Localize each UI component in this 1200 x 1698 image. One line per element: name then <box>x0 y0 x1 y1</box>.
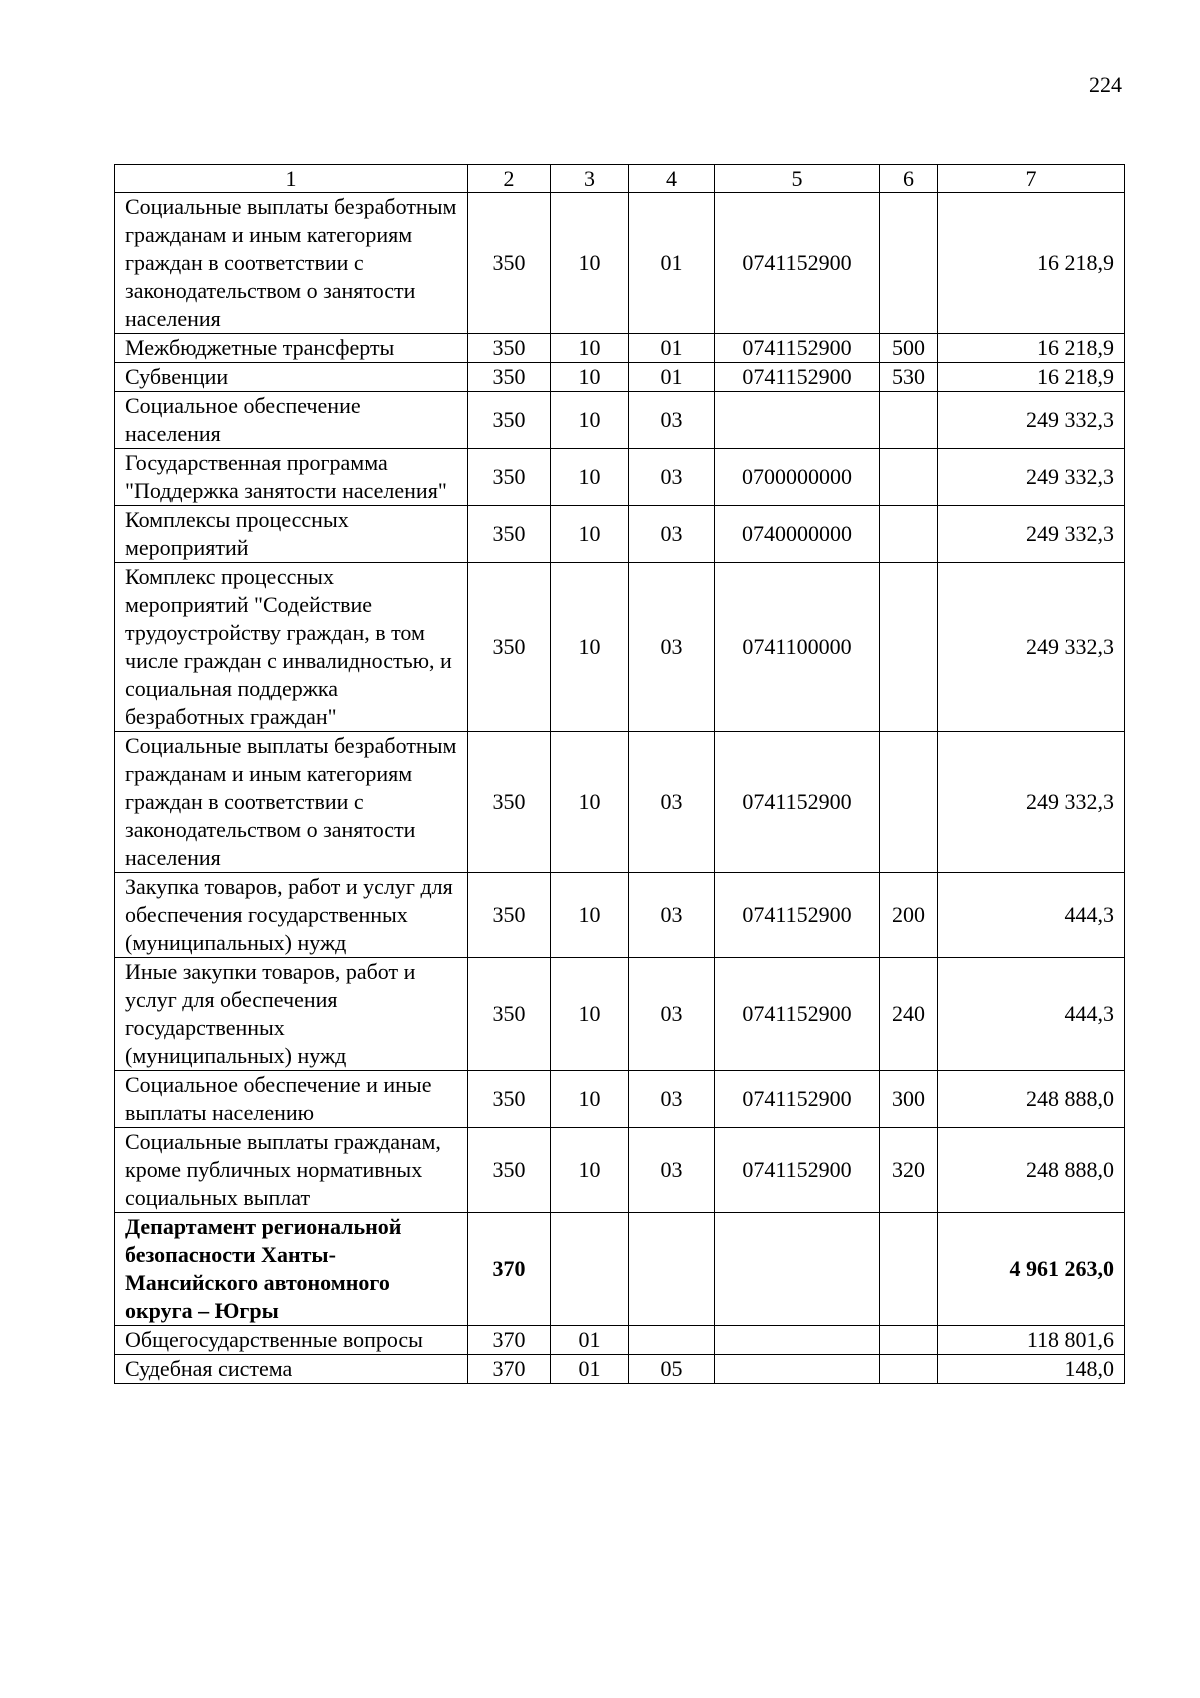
row-col2-cell: 350 <box>468 334 551 363</box>
table-row <box>115 449 1125 506</box>
row-col3-cell: 10 <box>551 873 629 958</box>
row-col5-cell: 0741152900 <box>715 1128 880 1213</box>
row-col5-cell: 0740000000 <box>715 506 880 563</box>
table-row <box>115 958 1125 1071</box>
row-name-cell: Социальные выплаты безработным гражданам и иным категориям граждан в соответствии с законодательством о занятости населения <box>115 193 468 334</box>
row-col6-cell <box>880 506 938 563</box>
row-col6-cell <box>880 563 938 732</box>
row-col5-cell: 0741152900 <box>715 732 880 873</box>
row-col2-cell: 350 <box>468 1071 551 1128</box>
row-name-cell: Иные закупки товаров, работ и услуг для обеспечения государственных (муниципальных) нужд <box>115 958 468 1071</box>
row-col7-cell: 249 332,3 <box>938 563 1125 732</box>
row-col7-cell: 248 888,0 <box>938 1071 1125 1128</box>
column-header-2: 2 <box>468 165 551 193</box>
row-col7-cell: 249 332,3 <box>938 732 1125 873</box>
row-col2-cell: 350 <box>468 958 551 1071</box>
row-col4-cell: 03 <box>629 958 715 1071</box>
row-name-cell: Комплекс процессных мероприятий "Содействие трудоустройству граждан, в том числе граждан с инвалидностью, и социальная поддержка безработных граждан" <box>115 563 468 732</box>
column-header-7: 7 <box>938 165 1125 193</box>
row-col2-cell: 350 <box>468 449 551 506</box>
column-header-3: 3 <box>551 165 629 193</box>
row-name-cell: Закупка товаров, работ и услуг для обеспечения государственных (муниципальных) нужд <box>115 873 468 958</box>
row-col3-cell: 10 <box>551 958 629 1071</box>
row-col4-cell: 03 <box>629 449 715 506</box>
row-col4-cell: 01 <box>629 334 715 363</box>
row-col4-cell: 03 <box>629 1071 715 1128</box>
row-col5-cell: 0700000000 <box>715 449 880 506</box>
row-col4-cell: 03 <box>629 563 715 732</box>
row-name-cell: Субвенции <box>115 363 468 392</box>
row-col3-cell: 10 <box>551 1128 629 1213</box>
table-row <box>115 363 1125 392</box>
column-header-1: 1 <box>115 165 468 193</box>
row-name-cell: Социальные выплаты гражданам, кроме публичных нормативных социальных выплат <box>115 1128 468 1213</box>
row-col3-cell <box>551 1213 629 1326</box>
row-col7-cell: 148,0 <box>938 1355 1125 1384</box>
row-col6-cell: 500 <box>880 334 938 363</box>
row-col2-cell: 350 <box>468 732 551 873</box>
table-row <box>115 1213 1125 1326</box>
row-col5-cell: 0741152900 <box>715 363 880 392</box>
row-col3-cell: 10 <box>551 732 629 873</box>
row-name-cell: Социальное обеспечение и иные выплаты населению <box>115 1071 468 1128</box>
column-header-5: 5 <box>715 165 880 193</box>
row-col5-cell <box>715 1213 880 1326</box>
row-name-cell: Комплексы процессных мероприятий <box>115 506 468 563</box>
row-col5-cell <box>715 392 880 449</box>
row-col7-cell: 249 332,3 <box>938 506 1125 563</box>
row-col4-cell: 01 <box>629 363 715 392</box>
row-col4-cell: 03 <box>629 1128 715 1213</box>
table-row <box>115 193 1125 334</box>
table-row <box>115 1071 1125 1128</box>
row-col6-cell <box>880 449 938 506</box>
row-col5-cell: 0741152900 <box>715 193 880 334</box>
table-row <box>115 392 1125 449</box>
row-col2-cell: 370 <box>468 1355 551 1384</box>
row-col4-cell: 03 <box>629 732 715 873</box>
table-row <box>115 1128 1125 1213</box>
row-col3-cell: 01 <box>551 1326 629 1355</box>
row-col5-cell: 0741152900 <box>715 1071 880 1128</box>
row-col3-cell: 10 <box>551 1071 629 1128</box>
row-col7-cell: 4 961 263,0 <box>938 1213 1125 1326</box>
row-col4-cell: 03 <box>629 873 715 958</box>
column-header-4: 4 <box>629 165 715 193</box>
row-name-cell: Социальное обеспечение населения <box>115 392 468 449</box>
row-col6-cell: 240 <box>880 958 938 1071</box>
column-header-6: 6 <box>880 165 938 193</box>
row-col2-cell: 350 <box>468 873 551 958</box>
row-name-cell: Социальные выплаты безработным гражданам и иным категориям граждан в соответствии с законодательством о занятости населения <box>115 732 468 873</box>
row-col4-cell: 05 <box>629 1355 715 1384</box>
table-body <box>115 193 1125 1384</box>
row-col6-cell: 300 <box>880 1071 938 1128</box>
row-col7-cell: 118 801,6 <box>938 1326 1125 1355</box>
row-col2-cell: 350 <box>468 363 551 392</box>
row-col2-cell: 350 <box>468 392 551 449</box>
row-col2-cell: 350 <box>468 563 551 732</box>
row-col3-cell: 10 <box>551 449 629 506</box>
row-col2-cell: 350 <box>468 193 551 334</box>
row-col3-cell: 10 <box>551 392 629 449</box>
table-row <box>115 563 1125 732</box>
row-col6-cell: 530 <box>880 363 938 392</box>
row-name-cell: Департамент региональной безопасности Ханты-Мансийского автономного округа – Югры <box>115 1213 468 1326</box>
row-col6-cell <box>880 1355 938 1384</box>
table-row <box>115 873 1125 958</box>
row-col3-cell: 10 <box>551 193 629 334</box>
table-row <box>115 506 1125 563</box>
row-col4-cell: 03 <box>629 392 715 449</box>
row-col3-cell: 10 <box>551 334 629 363</box>
budget-table <box>114 164 1125 1384</box>
table-row <box>115 1355 1125 1384</box>
row-name-cell: Межбюджетные трансферты <box>115 334 468 363</box>
row-col5-cell: 0741152900 <box>715 334 880 363</box>
row-col3-cell: 10 <box>551 363 629 392</box>
row-col6-cell <box>880 732 938 873</box>
row-name-cell: Судебная система <box>115 1355 468 1384</box>
row-col5-cell <box>715 1355 880 1384</box>
row-col4-cell: 01 <box>629 193 715 334</box>
row-col6-cell <box>880 193 938 334</box>
row-col5-cell: 0741152900 <box>715 873 880 958</box>
row-col6-cell <box>880 392 938 449</box>
row-name-cell: Общегосударственные вопросы <box>115 1326 468 1355</box>
row-col6-cell <box>880 1326 938 1355</box>
table-row <box>115 1326 1125 1355</box>
row-col4-cell <box>629 1213 715 1326</box>
row-col7-cell: 249 332,3 <box>938 449 1125 506</box>
row-col4-cell: 03 <box>629 506 715 563</box>
row-col5-cell: 0741100000 <box>715 563 880 732</box>
row-col6-cell: 320 <box>880 1128 938 1213</box>
row-col2-cell: 350 <box>468 506 551 563</box>
row-col3-cell: 10 <box>551 563 629 732</box>
row-col7-cell: 249 332,3 <box>938 392 1125 449</box>
row-col7-cell: 16 218,9 <box>938 193 1125 334</box>
row-col3-cell: 10 <box>551 506 629 563</box>
row-col5-cell: 0741152900 <box>715 958 880 1071</box>
row-col4-cell <box>629 1326 715 1355</box>
row-col7-cell: 16 218,9 <box>938 334 1125 363</box>
row-col5-cell <box>715 1326 880 1355</box>
row-col2-cell: 370 <box>468 1326 551 1355</box>
row-col7-cell: 248 888,0 <box>938 1128 1125 1213</box>
row-col7-cell: 16 218,9 <box>938 363 1125 392</box>
page-number: 224 <box>1089 72 1122 97</box>
row-col6-cell <box>880 1213 938 1326</box>
row-col7-cell: 444,3 <box>938 873 1125 958</box>
row-col6-cell: 200 <box>880 873 938 958</box>
row-col2-cell: 350 <box>468 1128 551 1213</box>
header-row <box>115 165 1125 193</box>
row-col2-cell: 370 <box>468 1213 551 1326</box>
table-row <box>115 732 1125 873</box>
table-row <box>115 334 1125 363</box>
row-col7-cell: 444,3 <box>938 958 1125 1071</box>
row-name-cell: Государственная программа "Поддержка занятости населения" <box>115 449 468 506</box>
row-col3-cell: 01 <box>551 1355 629 1384</box>
